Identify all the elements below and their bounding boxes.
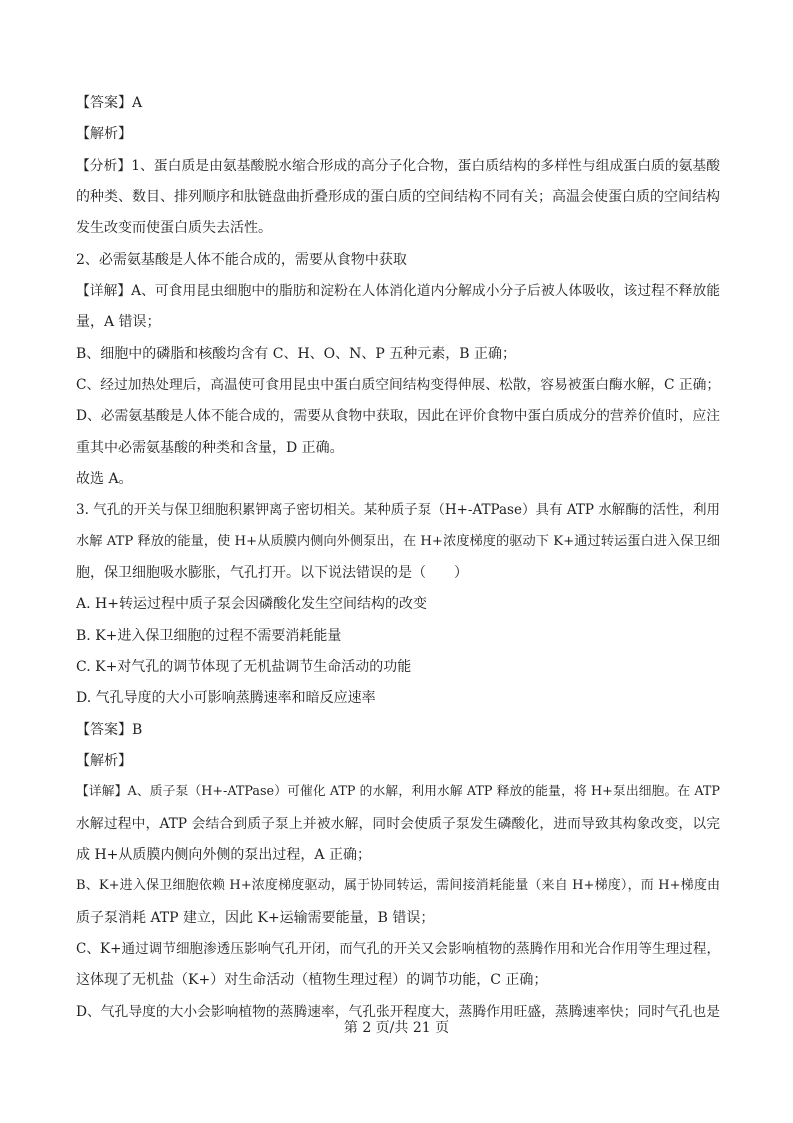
option-a: A. H+转运过程中质子泵会因磷酸化发生空间结构的改变 bbox=[76, 596, 427, 612]
text-line: 量，A 错误； bbox=[76, 314, 161, 330]
text-line: C、经过加热处理后，高温使可食用昆虫中蛋白质空间结构变得伸展、松散，容易被蛋白酶水解，C 正确； bbox=[76, 377, 721, 393]
text-line: 的种类、数目、排列顺序和肽链盘曲折叠形成的蛋白质的空间结构不同有关；高温会使蛋白质的空间结构 bbox=[76, 189, 720, 205]
text-line: B、K+进入保卫细胞依赖 H+浓度梯度驱动，属于协同转运，需间接消耗能量（来自 H+梯度），而 H+梯度由 bbox=[76, 878, 720, 893]
text-line: C、K+通过调节细胞渗透压影响气孔开闭，而气孔的开关又会影响植物的蒸腾作用和光合作用等生理过程， bbox=[76, 941, 720, 957]
text-line: 【详解】A、可食用昆虫细胞中的脂肪和淀粉在人体消化道内分解成小分子后被人体吸收，该过程不释放能 bbox=[76, 283, 720, 299]
text-line: 成 H+从质膜内侧向外侧的泵出过程，A 正确； bbox=[76, 847, 371, 863]
analysis-heading: 【解析】 bbox=[76, 126, 132, 142]
answer-label: 【答案】B bbox=[76, 722, 143, 738]
text-line: D、气孔导度的大小会影响植物的蒸腾速率，气孔张开程度大，蒸腾作用旺盛，蒸腾速率快；同时气孔也是 bbox=[76, 1004, 720, 1020]
question-stem: 3. 气孔的开关与保卫细胞积累钾离子密切相关。某种质子泵（H+-ATPase）具有 ATP 水解酶的活性，利用 bbox=[76, 502, 720, 518]
page-number: 第 2 页/共 21 页 bbox=[343, 1020, 450, 1036]
option-b: B. K+进入保卫细胞的过程不需要消耗能量 bbox=[76, 628, 342, 644]
text-line: 2、必需氨基酸是人体不能合成的，需要从食物中获取 bbox=[76, 252, 407, 268]
text-line: 水解过程中，ATP 会结合到质子泵上并被水解，同时会使质子泵发生磷酸化，进而导致其构象改变，以完 bbox=[76, 816, 720, 832]
text-line: 故选 A。 bbox=[76, 471, 133, 487]
analysis-heading: 【解析】 bbox=[76, 753, 132, 769]
text-line: 重其中必需氨基酸的种类和含量，D 正确。 bbox=[76, 440, 344, 456]
option-d: D. 气孔导度的大小可影响蒸腾速率和暗反应速率 bbox=[76, 690, 376, 706]
option-c: C. K+对气孔的调节体现了无机盐调节生命活动的功能 bbox=[76, 659, 412, 675]
text-line: 这体现了无机盐（K+）对生命活动（植物生理过程）的调节功能，C 正确； bbox=[76, 972, 548, 988]
text-line: 【详解】A、质子泵（H+-ATPase）可催化 ATP 的水解，利用水解 ATP 释放的能量，将 H+泵出细胞。在 ATP bbox=[76, 784, 720, 799]
text-line: 【分析】1、蛋白质是由氨基酸脱水缩合形成的高分子化合物，蛋白质结构的多样性与组成蛋白质的氨基酸 bbox=[76, 158, 720, 174]
question-stem: 水解 ATP 释放的能量，使 H+从质膜内侧向外侧泵出，在 H+浓度梯度的驱动下 K+通过转运蛋白进入保卫细 bbox=[76, 534, 720, 549]
question-stem: 胞，保卫细胞吸水膨胀，气孔打开。以下说法错误的是（ ） bbox=[76, 565, 468, 581]
text-line: B、细胞中的磷脂和核酸均含有 C、H、O、N、P 五种元素，B 正确； bbox=[76, 346, 516, 362]
text-line: 质子泵消耗 ATP 建立，因此 K+运输需要能量，B 错误； bbox=[76, 910, 435, 926]
answer-label: 【答案】A bbox=[76, 95, 143, 111]
text-line: D、必需氨基酸是人体不能合成的，需要从食物中获取，因此在评价食物中蛋白质成分的营养价值时，应注 bbox=[76, 408, 720, 424]
text-line: 发生改变而使蛋白质失去活性。 bbox=[76, 220, 272, 236]
